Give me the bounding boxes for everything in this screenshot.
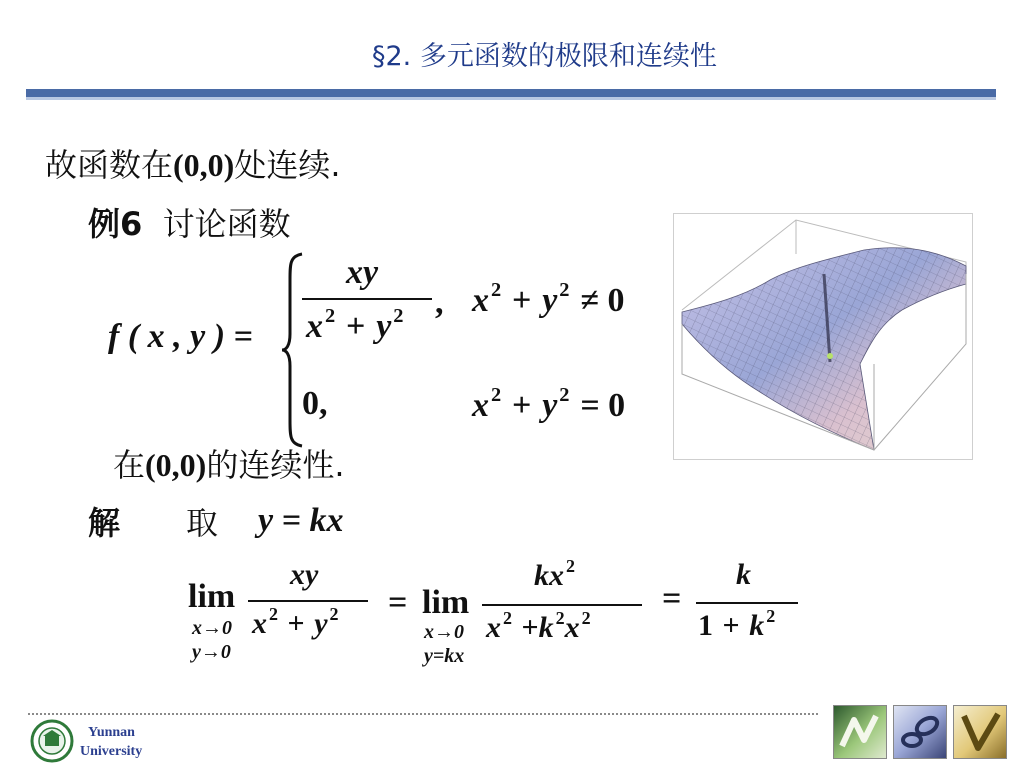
case1-denominator: $x^2 + y^2$ (306, 304, 404, 345)
question-line (113, 440, 345, 486)
surface-plot-svg (674, 214, 972, 459)
result-numerator: k (736, 558, 751, 591)
case1-numerator: xy (346, 254, 379, 291)
lim1-numerator: xy (290, 558, 319, 591)
lim1-sub-y: y→0 (192, 641, 231, 663)
point-origin: (0,0) (173, 147, 235, 183)
lim1-fraction-bar (248, 600, 368, 602)
conclusion-tail: 处连续. (234, 146, 341, 184)
nav-next-button[interactable] (953, 705, 1007, 759)
function-lhs: f ( x , y ) = (108, 318, 253, 355)
eq-sign-1: = (388, 584, 408, 621)
case2-condition: $x^2 + y^2 = 0$ (472, 383, 626, 424)
solution-line (88, 498, 120, 544)
lim1-sub-x: x→0 (192, 617, 232, 639)
lim2-fraction-bar (482, 604, 642, 606)
lim1-denominator: x $^2$ + y $^2$ (252, 603, 339, 640)
nav-home-icon (894, 706, 946, 758)
substitution-equation: y = kx (258, 502, 344, 539)
case2-value: 0, (302, 385, 328, 422)
question-tail: 的连续性. (206, 446, 345, 484)
lim2-numerator: kx $^2$ (534, 555, 575, 592)
result-fraction-bar (696, 602, 798, 604)
footer-divider (28, 713, 818, 715)
eq-sign-2: = (662, 580, 682, 617)
surface-plot (673, 213, 973, 460)
lim2-operator: lim (422, 584, 470, 621)
university-name (80, 723, 142, 761)
example-text: 讨论函数 (162, 205, 291, 243)
lim2-sub-y: y=kx (424, 645, 465, 667)
case1-comma: , (435, 284, 444, 321)
take-label: 取 (186, 504, 219, 542)
conclusion-text: 故函数在 (45, 146, 174, 184)
nav-home-button[interactable] (893, 705, 947, 759)
slide-title: §2. 多元函数的极限和连续性 (372, 41, 717, 72)
question-point: (0,0) (145, 447, 207, 483)
university-name-line1: Yunnan (88, 725, 135, 740)
solution-label: 解 (88, 504, 121, 542)
nav-next-icon (954, 706, 1006, 758)
university-name-line2: University (80, 744, 143, 759)
conclusion-line (45, 140, 341, 186)
title-divider-light (26, 97, 996, 100)
case1-condition: $x^2 + y^2 \ne 0$ (472, 278, 625, 319)
university-logo-icon (28, 718, 76, 764)
title-divider (26, 89, 996, 97)
lim2-denominator: x $^2$ +k $^2$x $^2$ (486, 607, 591, 644)
result-denominator: 1 + k $^2$ (698, 605, 776, 642)
case1-fraction-bar (302, 298, 432, 300)
example-heading (88, 199, 291, 245)
lim1-operator: lim (188, 578, 236, 615)
question-text: 在 (113, 446, 146, 484)
example-label: 例6 (88, 205, 143, 243)
nav-prev-button[interactable] (833, 705, 887, 759)
nav-prev-icon (834, 706, 886, 758)
lim2-sub-x: x→0 (424, 621, 464, 643)
